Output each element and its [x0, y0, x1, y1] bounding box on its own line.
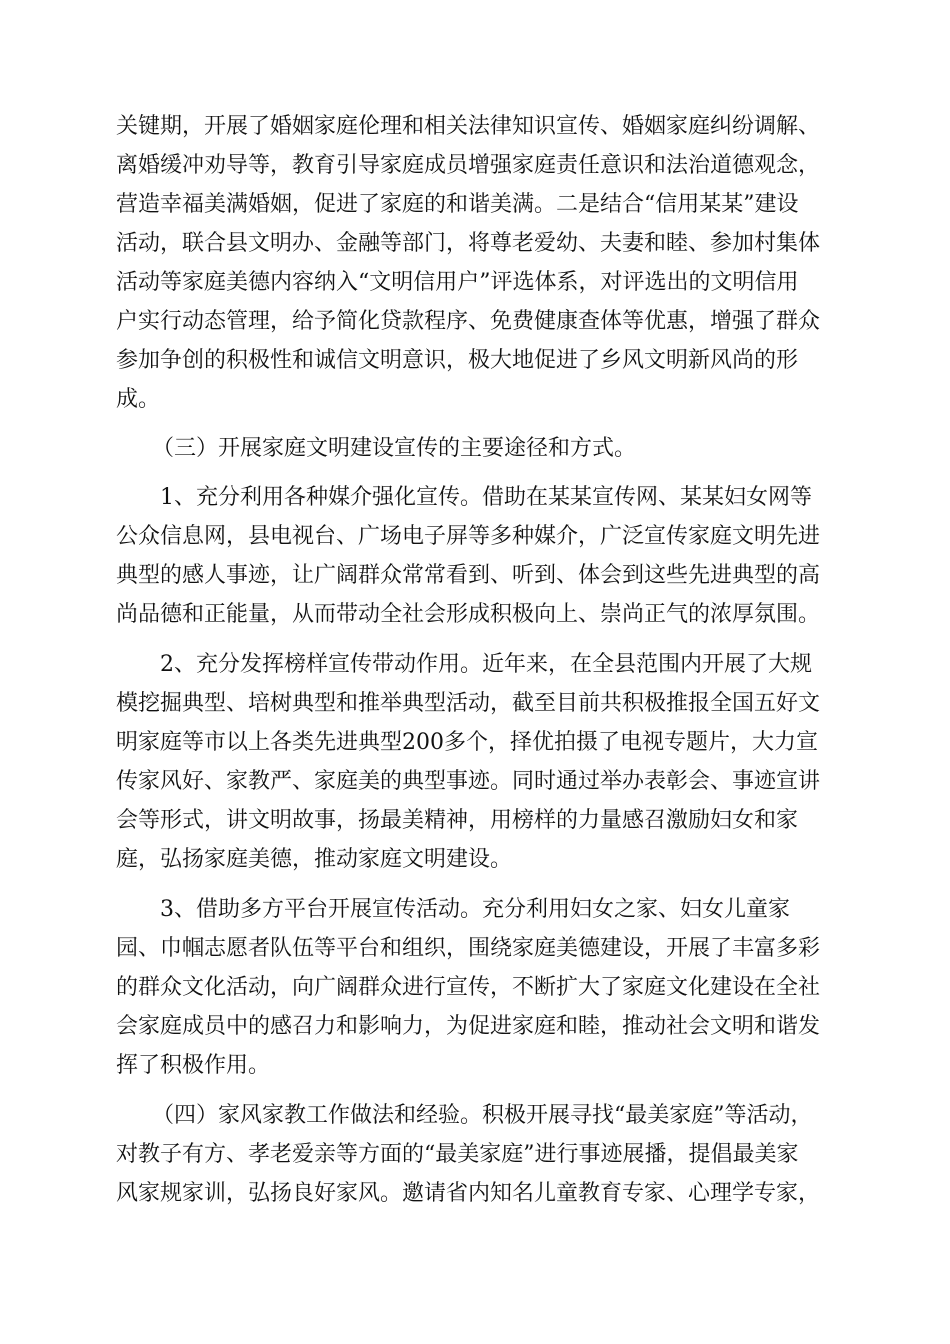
section-heading: （三）开展家庭文明建设宣传的主要途径和方式。	[152, 436, 637, 461]
text-line: 尚品德和正能量，从而带动全社会形成积极向上、崇尚正气的浓厚氛围。	[116, 602, 821, 627]
text-line: 对教子有方、孝老爱亲等方面的“最美家庭”进行事迹展播，提倡最美家	[116, 1142, 799, 1167]
text-line: 活动，联合县文明办、金融等部门，将尊老爱幼、夫妻和睦、参加村集体	[116, 231, 821, 256]
paragraph-first-line: 3、借助多方平台开展宣传活动。充分利用妇女之家、妇女儿童家	[160, 897, 790, 922]
text-line: 离婚缓冲劝导等，教育引导家庭成员增强家庭责任意识和法治道德观念，	[116, 153, 821, 178]
paragraph-first-line: 1、充分利用各种媒介强化宣传。借助在某某宣传网、某某妇女网等	[160, 485, 812, 510]
text-line: 传家风好、家教严、家庭美的典型事迹。同时通过举办表彰会、事迹宣讲	[116, 769, 821, 794]
paragraph-first-line: 2、充分发挥榜样宣传带动作用。近年来，在全县范围内开展了大规	[160, 652, 812, 677]
text-line: 风家规家训，弘扬良好家风。邀请省内知名儿童教育专家、心理学专家，	[116, 1181, 821, 1206]
text-line: 的群众文化活动，向广阔群众进行宣传，不断扩大了家庭文化建设在全社	[116, 975, 821, 1000]
section-heading: （四）家风家教工作做法和经验。积极开展寻找“最美家庭”等活动，	[152, 1103, 813, 1128]
text-line: 营造幸福美满婚姻，促进了家庭的和谐美满。二是结合“信用某某”建设	[116, 192, 799, 217]
text-line: 模挖掘典型、培树典型和推举典型活动，截至目前共积极推报全国五好文	[116, 691, 821, 716]
text-line: 会家庭成员中的感召力和影响力，为促进家庭和睦，推动社会文明和谐发	[116, 1014, 821, 1039]
text-line: 参加争创的积极性和诚信文明意识，极大地促进了乡风文明新风尚的形	[116, 348, 799, 373]
text-line: 活动等家庭美德内容纳入“文明信用户”评选体系，对评选出的文明信用	[116, 270, 799, 295]
text-line: 典型的感人事迹，让广阔群众常常看到、听到、体会到这些先进典型的高	[116, 563, 821, 588]
text-line: 庭，弘扬家庭美德，推动家庭文明建设。	[116, 847, 513, 872]
text-line: 成。	[116, 387, 161, 412]
text-line: 园、巾帼志愿者队伍等平台和组织，围绕家庭美德建设，开展了丰富多彩	[116, 936, 821, 961]
text-line: 明家庭等市以上各类先进典型200多个，择优拍摄了电视专题片，大力宣	[116, 730, 818, 755]
text-line: 户实行动态管理，给予简化贷款程序、免费健康查体等优惠，增强了群众	[116, 309, 821, 334]
text-line: 挥了积极作用。	[116, 1053, 271, 1078]
text-line: 公众信息网，县电视台、广场电子屏等多种媒介，广泛宣传家庭文明先进	[116, 524, 821, 549]
text-line: 会等形式，讲文明故事，扬最美精神，用榜样的力量感召激励妇女和家	[116, 808, 799, 833]
text-line: 关键期，开展了婚姻家庭伦理和相关法律知识宣传、婚姻家庭纠纷调解、	[116, 114, 821, 139]
